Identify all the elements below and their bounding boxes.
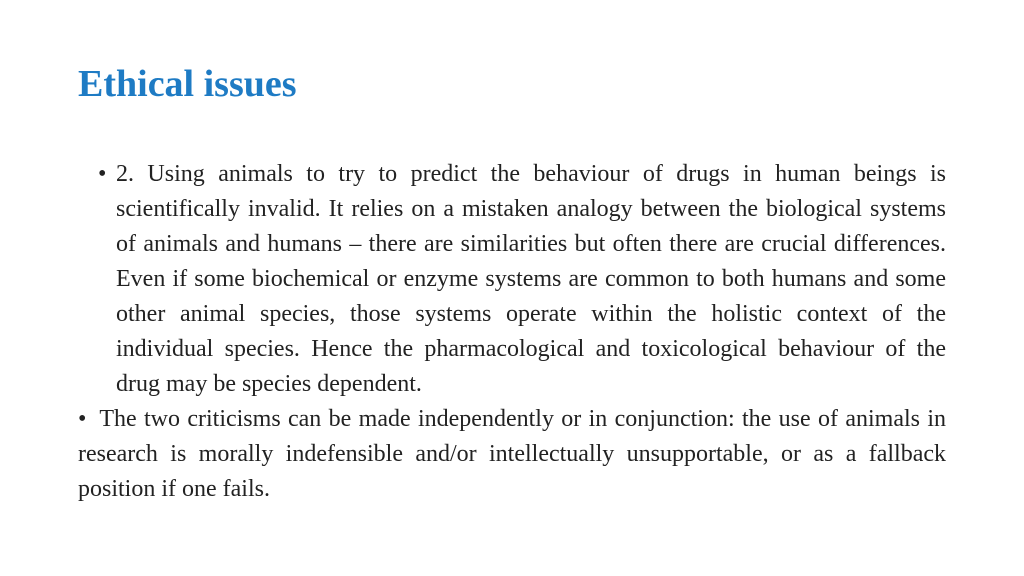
bullet-icon: • <box>78 406 87 432</box>
bullet-paragraph-2-text: The two criticisms can be made independently or in conjunction: the use of animals in research is morally indefensible and/or intellectually unsupportable, or as a fallback position if one fails. <box>78 406 946 502</box>
bullet-paragraph-1 <box>78 157 946 402</box>
slide-title: Ethical issues <box>78 63 297 105</box>
bullet-paragraph-2 <box>78 402 946 507</box>
bullet-icon: • <box>98 161 107 187</box>
slide-body <box>78 157 946 507</box>
bullet-paragraph-1-text: 2. Using animals to try to predict the behaviour of drugs in human beings is scientifically invalid. It relies on a mistaken analogy between the biological systems of animals and humans – there are similarities but often there are crucial differences. Even if some biochemical or enzyme systems are common to both humans and some other animal species, those systems operate within the holistic context of the individual species. Hence the pharmacological and toxicological behaviour of the drug may be species dependent. <box>116 161 946 397</box>
